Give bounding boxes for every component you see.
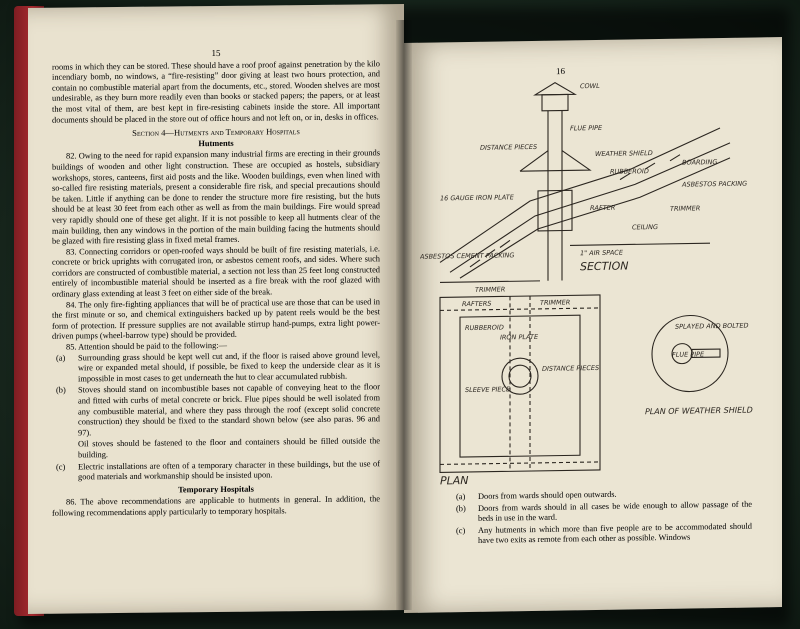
label-plan-weather-shield: PLAN OF WEATHER SHIELD bbox=[645, 405, 753, 417]
paragraph-83: 83. Connecting corridors or open-roofed ways should be built of fire resisting materials, i.e. concrete or brick uprights with corrugated iron, or asbestos cement roofs, and sides. Where such corridors are constructed of combustible material, a section not less than 25 feet long constructed entirely of incombustible material should be inserted as a fire break with the roof glazed with ordinary glass extending at least 3 feet on either side of the break. bbox=[52, 243, 380, 299]
item-text: Oil stoves should be fastened to the floor and containers should be filled outside the building. bbox=[78, 436, 380, 460]
paragraph-84: 84. The only fire-fighting appliances that will be of practical use are those that can be used in the first minute or so, and chemical extinguishers backed up by patent reels would be the best form of protection. If pressure supplies are not available stirrup hand-pumps, extra light power-driven pumps (wheel-barrow type) should be provided. bbox=[52, 296, 380, 342]
page-number: 15 bbox=[211, 47, 221, 59]
list-item bbox=[52, 350, 380, 385]
label-section: SECTION bbox=[580, 259, 629, 274]
label-rafters: RAFTERS bbox=[462, 299, 492, 309]
item-label: (a) bbox=[56, 353, 66, 363]
label-trimmer: TRIMMER bbox=[670, 204, 701, 213]
left-page-text bbox=[52, 46, 380, 519]
paragraph-82: 82. Owing to the need for rapid expansion many industrial firms are erecting in their grounds buildings of wooden and other light construction. These are occupied as hostels, subsidiary workshops, stores, canteens, first aid posts and the like. Wooden buildings, even when lined with so-called fire resisting materials, present a considerable fire risk, and special precautions should be taken. Little if anything can be done to render the structure more fire resisting, but the huts should be at least 30 feet from each other as well as from the main buildings. Fire would spread very rapidly should one of these get alight. If it is not possible to keep all hutments clear of the main building, then any windows in the portion of the main building facing the hutments should be glazed with fire resisting glass in fixed metal frames. bbox=[52, 148, 380, 246]
label-trimmer-plan: TRIMMER bbox=[540, 298, 571, 307]
paragraph-86: 86. The above recommendations are applicable to hutments in general. In addition, the following recommendations apply particularly to temporary hospitals. bbox=[52, 494, 380, 518]
label-rubberoid: RUBBEROID bbox=[610, 167, 649, 176]
item-label: (b) bbox=[456, 503, 466, 513]
subheading-hospitals: Temporary Hospitals bbox=[178, 484, 254, 495]
label-air-space: 1" AIR SPACE bbox=[580, 248, 623, 258]
label-flue-pipe: FLUE PIPE bbox=[570, 123, 603, 133]
item-label: (b) bbox=[56, 385, 66, 396]
page-number-right: 16 bbox=[556, 65, 565, 77]
item-text: Electric installations are often of a temporary character in these buildings, but the use of good materials and workmanship should be insisted upon. bbox=[78, 458, 380, 482]
section-heading: Section 4—Hutments and Temporary Hospitals bbox=[132, 126, 300, 139]
label-plan: PLAN bbox=[440, 473, 469, 488]
label-asbestos-cement-packing: ASBESTOS CEMENT PACKING bbox=[420, 251, 515, 261]
label-ceiling: CEILING bbox=[632, 223, 658, 232]
label-iron-plate-plan: IRON PLATE bbox=[500, 332, 539, 342]
label-iron-plate: 16 GAUGE IRON PLATE bbox=[440, 193, 514, 203]
item-label: (c) bbox=[56, 462, 66, 472]
label-weather-shield: WEATHER SHIELD bbox=[595, 149, 653, 158]
list-item bbox=[52, 437, 380, 462]
label-cowl: COWL bbox=[580, 81, 600, 91]
intro-paragraph: rooms in which they can be stored. These should have a roof proof against penetration by the kilo incendiary bomb, no windows, a “fire-resisting” door giving at least two hours protection, and contain no combustible material apart from the documents, etc., stored. Wooden shelves are most undesirable, as they burn more readily even than books or stacked papers; the papers, or at least the most vital of them, are best kept in fire-resisting cabinets inside the store. All important documents should be placed in the store out of office hours and not left on, or in, desks in offices. bbox=[52, 58, 380, 125]
right-page-text bbox=[452, 488, 752, 549]
label-distance-pieces-plan: DISTANCE PIECES bbox=[542, 363, 600, 373]
label-distance-pieces: DISTANCE PIECES bbox=[480, 142, 538, 152]
item-text: Surrounding grass should be kept well cut and, if the floor is raised above ground level, wire or expanded metal should, if possible, be fixed to keep the underside clear as it is impossible in most cases to get underneath the hut to clear accumulated rubbish. bbox=[78, 349, 380, 384]
label-sleeve-piece: SLEEVE PIECE bbox=[465, 385, 511, 395]
book-gutter bbox=[396, 20, 412, 610]
paragraph-85: 85. Attention should be paid to the following:— bbox=[66, 340, 227, 352]
item-label: (c) bbox=[456, 525, 466, 536]
flue-pipe-diagram bbox=[420, 67, 770, 492]
item-text: Any hutments in which more than five people are to be accommodated should have two exits as remote from each other as possible. Windows bbox=[478, 521, 752, 546]
subheading-hutments: Hutments bbox=[198, 138, 234, 148]
list-item bbox=[52, 383, 380, 439]
item-label: (a) bbox=[456, 492, 466, 502]
label-asbestos-packing: ASBESTOS PACKING bbox=[682, 179, 748, 189]
label-rafter: RAFTER bbox=[590, 203, 616, 213]
cowl-shape bbox=[535, 82, 575, 95]
label-splayed: SPLAYED AND BOLTED bbox=[675, 321, 749, 331]
label-trimmer-section: TRIMMER bbox=[475, 285, 506, 294]
list-item bbox=[52, 459, 380, 484]
label-flue-pipe-plan: FLUE PIPE bbox=[672, 350, 705, 359]
item-text: Doors from wards should in all cases be wide enough to allow passage of the beds in use in the ward. bbox=[478, 499, 752, 524]
list-85 bbox=[52, 350, 380, 484]
item-label bbox=[52, 440, 78, 461]
list-item bbox=[452, 521, 752, 547]
label-rubberoid-plan: RUBBEROID bbox=[465, 323, 504, 333]
item-text: Doors from wards should open outwards. bbox=[478, 489, 617, 501]
label-boarding: BOARDING bbox=[682, 158, 718, 167]
list-right bbox=[452, 488, 752, 548]
item-text: Stoves should stand on incombustible bases not capable of conveying heat to the floor and fitted with curbs of metal concrete or brick. Flue pipes should be well isolated from any combustible material, and where they pass through the roof (except solid concrete construction) they should be fixed to the standard shown below (see also paras. 96 and 97). bbox=[78, 382, 380, 438]
